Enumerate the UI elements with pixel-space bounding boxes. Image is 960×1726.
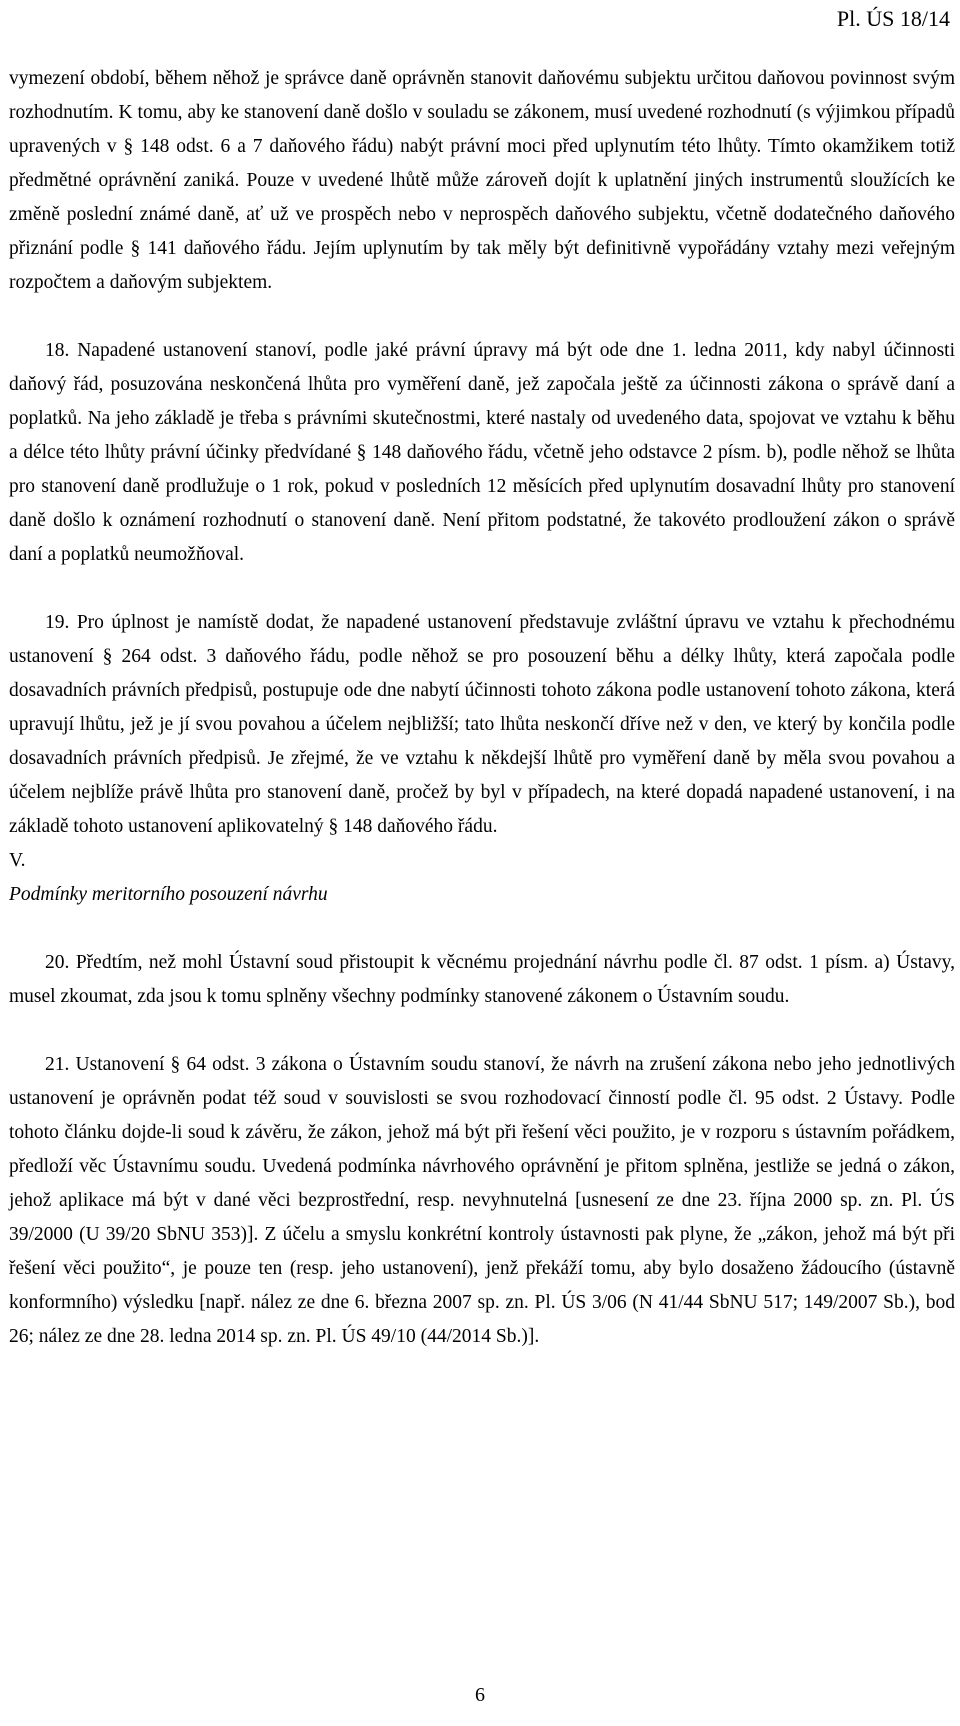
section-title: Podmínky meritorního posouzení návrhu — [9, 884, 328, 905]
document-body — [9, 62, 955, 1354]
paragraph-continuation: vymezení období, během něhož je správce daně oprávněn stanovit daňovému subjektu určitou daňovou povinnost svým rozhodnutím. K tomu, aby ke stanovení daně došlo v souladu se zákonem, musí uvedené rozhodnutí (s výjimkou případů upravených v § 148 odst. 6 a 7 daňového řádu) nabýt právní moci před uplynutím této lhůty. Tímto okamžikem totiž předmětné oprávnění zaniká. Pouze v uvedené lhůtě může zároveň dojít k uplatnění jiných instrumentů sloužících ke změně poslední známé daně, ať už ve prospěch nebo v neprospěch daňového subjektu, včetně dodatečného daňového přiznání podle § 141 daňového řádu. Jejím uplynutím by tak měly být definitivně vypořádány vztahy mezi veřejným rozpočtem a daňovým subjektem. — [9, 68, 955, 293]
section-number: V. — [9, 850, 26, 871]
page-number: 6 — [475, 1684, 485, 1706]
document-reference: Pl. ÚS 18/14 — [836, 6, 950, 31]
paragraph-18: 18. Napadené ustanovení stanoví, podle jaké právní úpravy má být ode dne 1. ledna 2011, kdy nabyl účinnosti daňový řád, posuzována neskončená lhůta pro vyměření daně, jež započala ještě za účinnosti zákona o správě daní a poplatků. Na jeho základě je třeba s právními skutečnostmi, které nastaly od uvedeného data, spojovat ve vztahu k běhu a délce této lhůty právní účinky předvídané § 148 daňového řádu, včetně jeho odstavce 2 písm. b), podle něhož se lhůta pro stanovení daně prodlužuje o 1 rok, pokud v posledních 12 měsících před uplynutím dosavadní lhůty pro stanovení daně došlo k oznámení rozhodnutí o stanovení daně. Není přitom podstatné, že takovéto prodloužení zákon o správě daní a poplatků neumožňoval. — [9, 340, 955, 565]
paragraph-20: 20. Předtím, než mohl Ústavní soud přistoupit k věcnému projednání návrhu podle čl. 87 odst. 1 písm. a) Ústavy, musel zkoumat, zda jsou k tomu splněny všechny podmínky stanovené zákonem o Ústavním soudu. — [9, 952, 955, 1007]
paragraph-21: 21. Ustanovení § 64 odst. 3 zákona o Ústavním soudu stanoví, že návrh na zrušení zákona nebo jeho jednotlivých ustanovení je oprávněn podat též soud v souvislosti se svou rozhodovací činností podle čl. 95 odst. 2 Ústavy. Podle tohoto článku dojde-li soud k závěru, že zákon, jehož má být při řešení věci použito, je v rozporu s ústavním pořádkem, předloží věc Ústavnímu soudu. Uvedená podmínka návrhového oprávnění je přitom splněna, jestliže se jedná o zákon, jehož aplikace má být v dané věci bezprostřední, resp. nevyhnutelná [usnesení ze dne 23. října 2000 sp. zn. Pl. ÚS 39/2000 (U 39/20 SbNU 353)]. Z účelu a smyslu konkrétní kontroly ústavnosti pak plyne, že „zákon, jehož má být při řešení věci použito“, je pouze ten (resp. jeho ustanovení), jenž překáží tomu, aby bylo dosaženo žádoucího (ústavně konformního) výsledku [např. nález ze dne 6. března 2007 sp. zn. Pl. ÚS 3/06 (N 41/44 SbNU 517; 149/2007 Sb.), bod 26; nález ze dne 28. ledna 2014 sp. zn. Pl. ÚS 49/10 (44/2014 Sb.)]. — [9, 1054, 955, 1347]
paragraph-19: 19. Pro úplnost je namístě dodat, že napadené ustanovení představuje zvláštní úpravu ve vztahu k přechodnému ustanovení § 264 odst. 3 daňového řádu, podle něhož se pro posouzení běhu a délky lhůty, která započala podle dosavadních právních předpisů, postupuje ode dne nabytí účinnosti tohoto zákona podle ustanovení tohoto zákona, která upravují lhůtu, jež je jí svou povahou a účelem nejbližší; tato lhůta neskončí dříve než v den, ve který by končila podle dosavadních právních předpisů. Je zřejmé, že ve vztahu k někdejší lhůtě pro vyměření daně by měla svou povahou a účelem nejblíže právě lhůta pro stanovení daně, pročež by byl v případech, na které dopadá napadené ustanovení, i na základě tohoto ustanovení aplikovatelný § 148 daňového řádu. — [9, 612, 955, 837]
